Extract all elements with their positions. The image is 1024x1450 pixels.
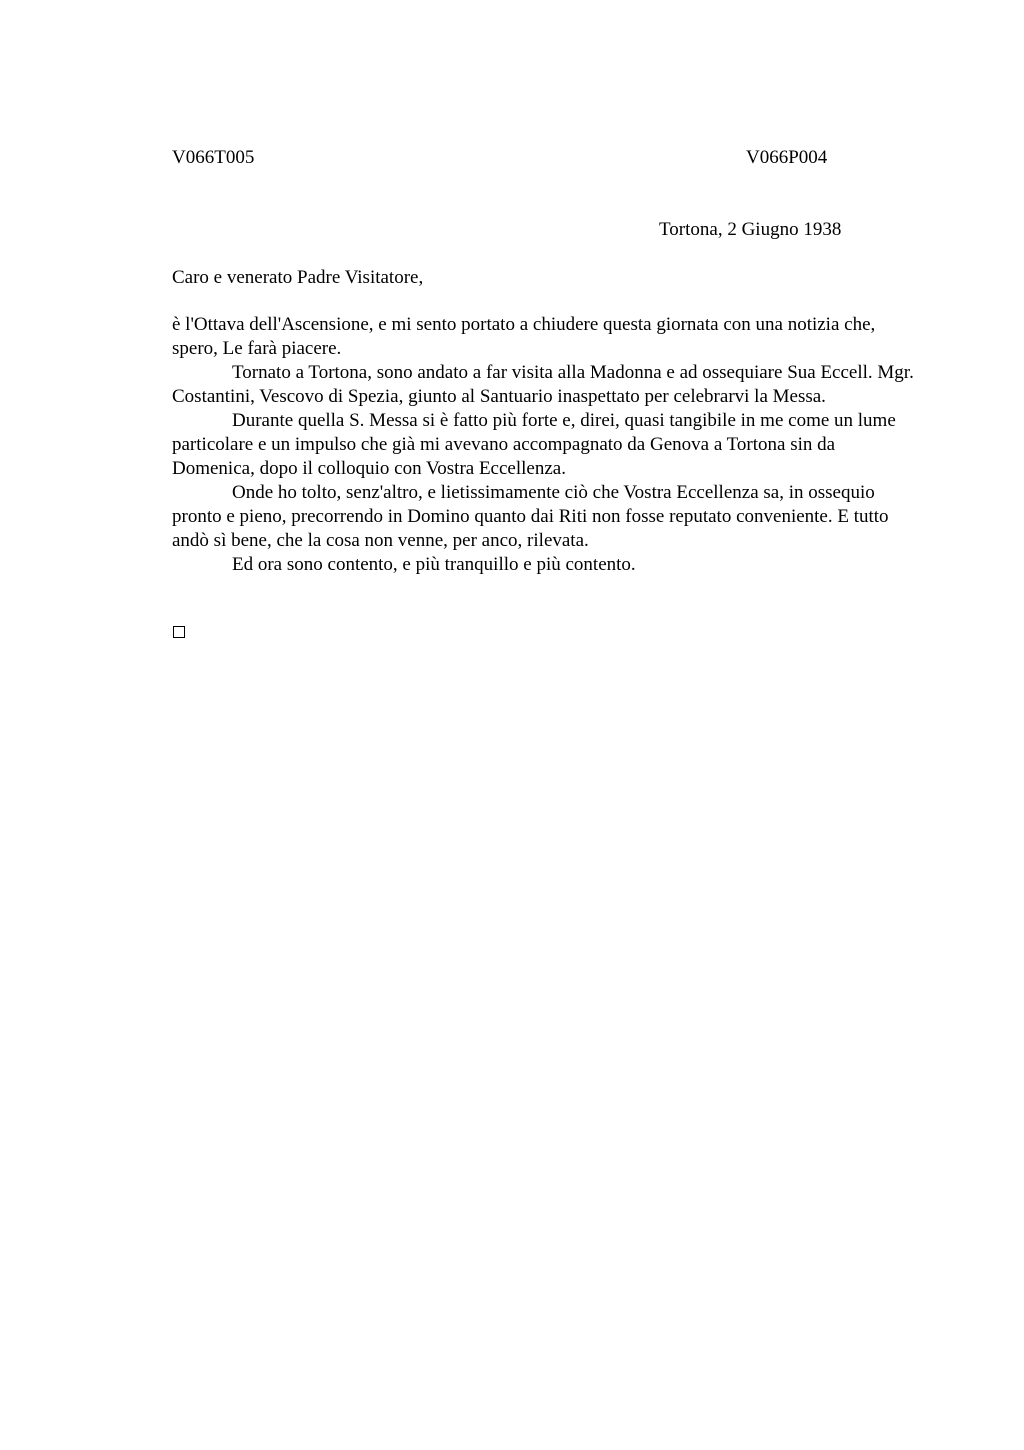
end-square-icon — [173, 626, 185, 638]
letter-paragraph: Ed ora sono contento, e più tranquillo e più contento. — [232, 554, 636, 575]
letter-paragraph: Onde ho tolto, senz'altro, e lietissimamente ciò che Vostra Eccellenza sa, in ossequio pronto e pieno, precorrendo in Domino quanto dai Riti non fosse reputato conveniente. E tutto andò sì bene, che la cosa non venne, per anco, rilevata. — [172, 482, 889, 551]
letter-paragraph: Tornato a Tortona, sono andato a far visita alla Madonna e ad ossequiare Sua Eccell. Mgr. Costantini, Vescovo di Spezia, giunto al Santuario inaspettato per celebrarvi la Messa. — [172, 362, 914, 407]
letter-date: Tortona, 2 Giugno 1938 — [659, 219, 842, 240]
document-code-left: V066T005 — [172, 147, 255, 168]
letter-salutation: Caro e venerato Padre Visitatore, — [172, 267, 424, 288]
letter-paragraph: è l'Ottava dell'Ascensione, e mi sento portato a chiudere questa giornata con una notizia che, spero, Le farà piacere. — [172, 314, 876, 359]
letter-paragraph: Durante quella S. Messa si è fatto più forte e, direi, quasi tangibile in me come un lume particolare e un impulso che già mi avevano accompagnato da Genova a Tortona sin da Domenica, dopo il colloquio con Vostra Eccellenza. — [172, 410, 896, 479]
document-code-right: V066P004 — [746, 147, 828, 168]
letter-body — [172, 313, 918, 577]
